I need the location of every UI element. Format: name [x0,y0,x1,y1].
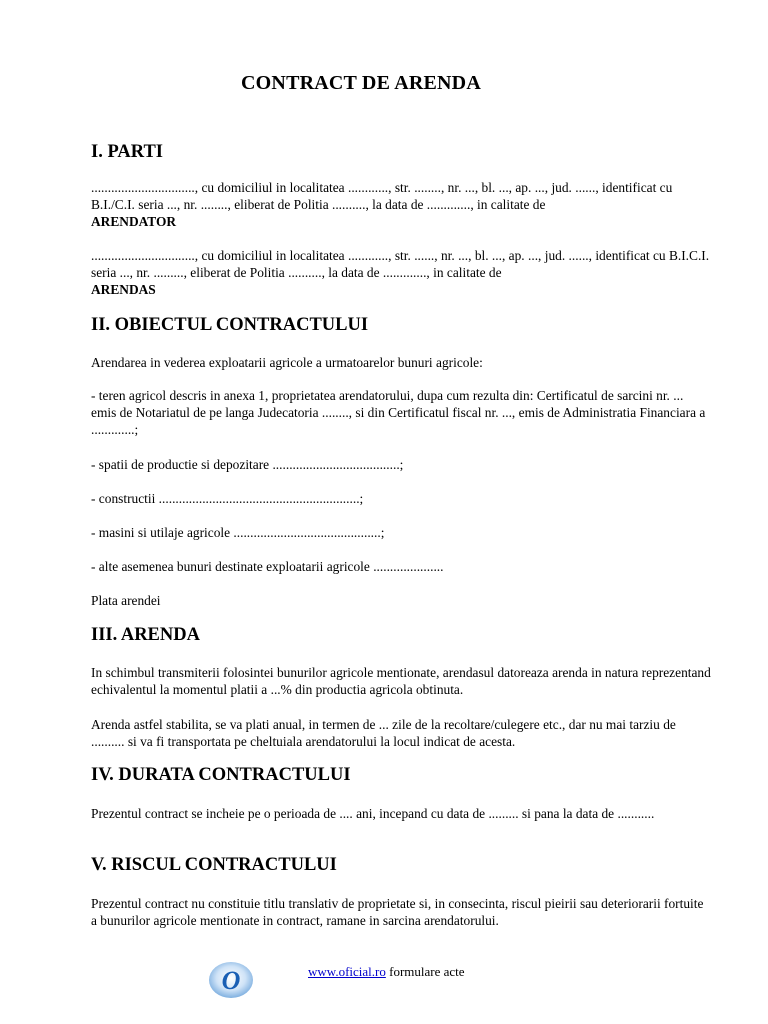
document-title: CONTRACT DE ARENDA [241,72,481,94]
oficial-logo-icon [207,960,255,1000]
section-4-heading: IV. DURATA CONTRACTULUI [91,765,351,785]
footer-suffix: formulare acte [385,964,465,979]
rent-paragraph-1: In schimbul transmiterii folosintei bunurilor agricole mentionate, arendasul datoreaza arenda in natura reprezentand echivalentul la momentul platii a ...% din productia agricola obtinuta. [91,665,711,697]
party-1-text: ..............................., cu domiciliul in localitatea ............, str. ........, nr. ..., bl. ..., ap. ..., jud. ......, identificat cu B.I./C.I. seria ..., nr. ........, eliberat de Politia .........., la data de ............., in calitate de [91,180,673,212]
party-2-paragraph [91,247,711,298]
section-2-heading: II. OBIECTUL CONTRACTULUI [91,315,369,335]
party-2-role: ARENDAS [91,282,156,297]
object-intro: Arendarea in vederea exploatarii agricole a urmatoarelor bunuri agricole: [91,355,483,370]
object-item-payment: Plata arendei [91,593,161,608]
object-item-machines: - masini si utilaje agricole ............................................; [91,525,385,540]
section-1-heading: I. PARTI [91,142,163,162]
party-1-role: ARENDATOR [91,214,177,229]
risk-paragraph: Prezentul contract nu constituie titlu translativ de proprietate si, in consecinta, riscul pieirii sau deteriorarii fortuite a bunurilor agricole mentionate in contract, ramane in sarcina arendatorului. [91,896,704,928]
duration-paragraph: Prezentul contract se incheie pe o perioada de .... ani, incepand cu data de ......... si pana la data de ........... [91,806,655,821]
section-5-heading: V. RISCUL CONTRACTULUI [91,855,337,875]
object-item-land: - teren agricol descris in anexa 1, proprietatea arendatorului, dupa cum rezulta din: Certificatul de sarcini nr. ... emis de Notariatul de pe langa Judecatoria ........, si din Certificatul fiscal nr. ..., emis de Administratia Financiara a .............; [91,388,706,437]
object-item-spaces: - spatii de productie si depozitare ......................................; [91,457,404,472]
section-3-heading: III. ARENDA [91,625,200,645]
object-item-constructions: - constructii ............................................................; [91,491,364,506]
party-1-paragraph [91,179,711,230]
logo-letter: O [221,966,241,995]
footer-link[interactable]: www.oficial.ro [308,964,386,979]
object-item-other: - alte asemenea bunuri destinate exploatarii agricole ..................... [91,559,444,574]
party-2-text: ..............................., cu domiciliul in localitatea ............, str. ......, nr. ..., bl. ..., ap. ..., jud. ......, identificat cu B.I.C.I. seria ..., nr. ........., eliberat de Politia .........., la data de ............., in calitate de [91,248,710,280]
rent-paragraph-2: Arenda astfel stabilita, se va plati anual, in termen de ... zile de la recoltare/culegere etc., dar nu mai tarziu de .......... si va fi transportata pe cheltuiala arendatorului la locul indicat de acesta. [91,717,676,749]
footer [308,964,465,980]
